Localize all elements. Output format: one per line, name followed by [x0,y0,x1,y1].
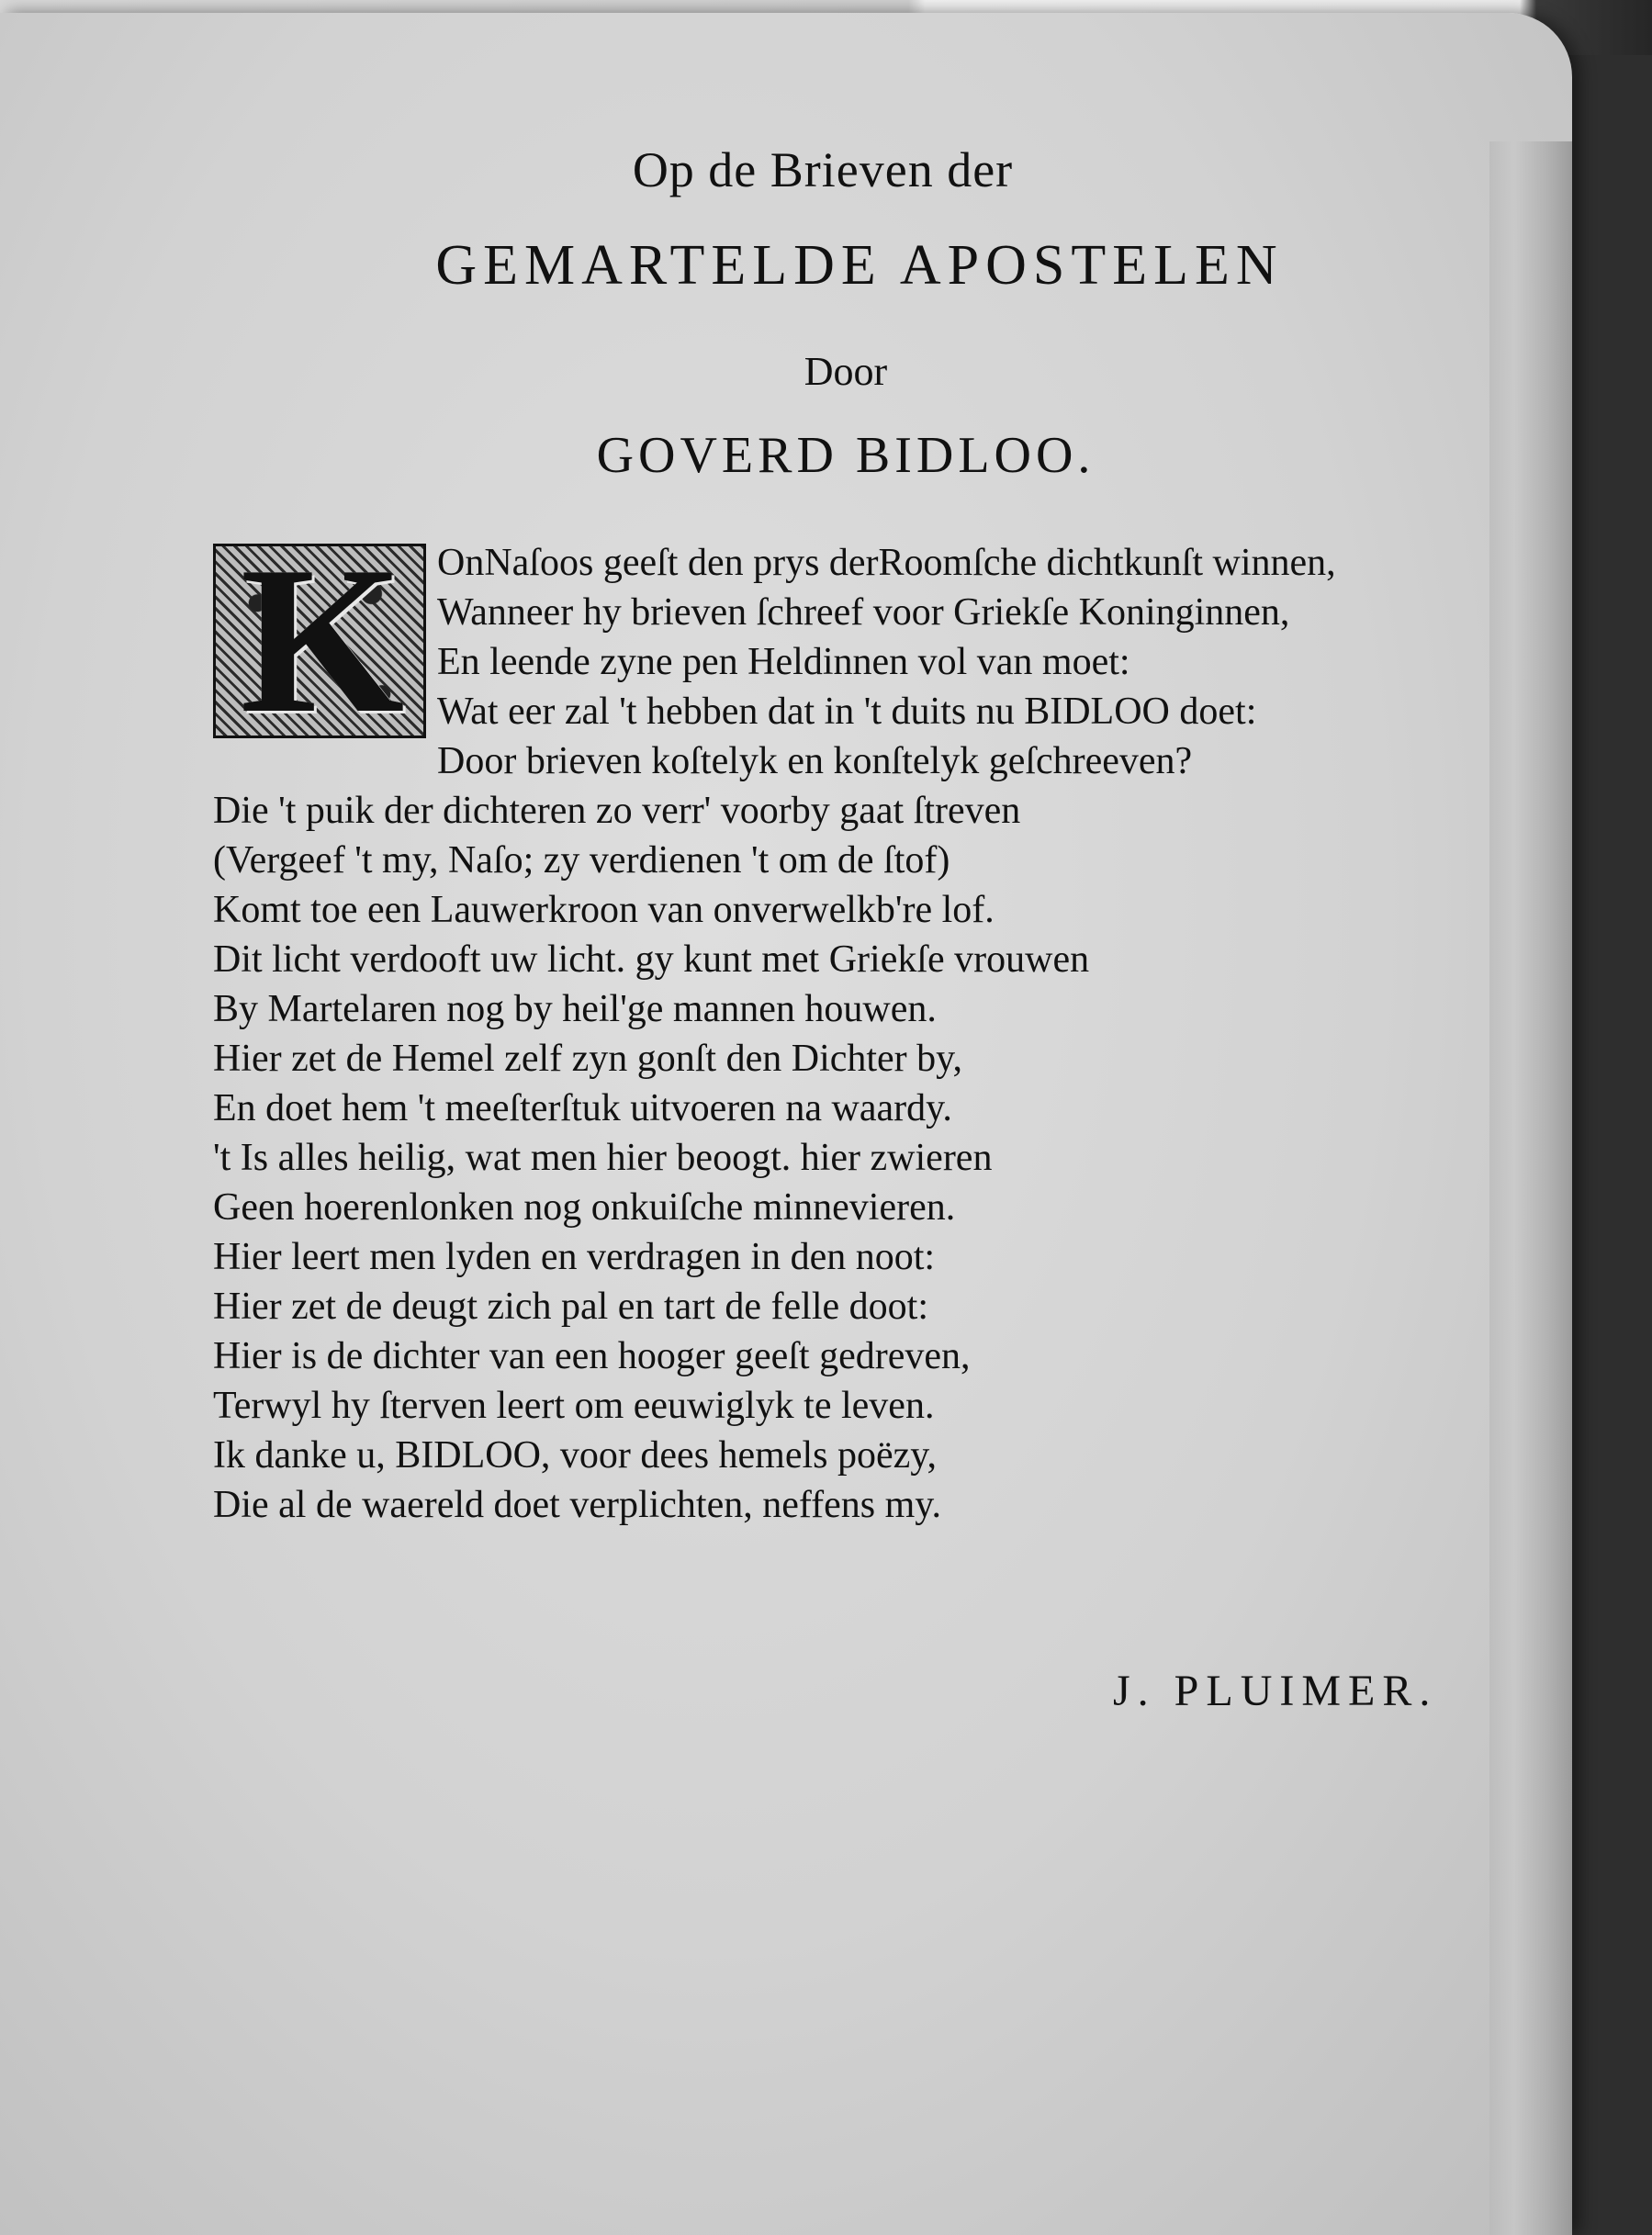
poem-line: Hier zet de deugt zich pal en tart de felle doot: [213,1286,928,1328]
poem-line: En leende zyne pen Heldinnen vol van moet: [437,641,1130,683]
signature: J. PLUIMER. [1113,1667,1438,1715]
poem-line: Door brieven koſtelyk en konſtelyk geſchreeven? [437,740,1193,782]
poem-line: OnNaſoos geeſt den prys derRoomſche dichtkunſt winnen, [437,542,1336,584]
poem-line: Komt toe een Lauwerkroon van onverwelkb're lof. [213,889,995,931]
initial-letter: K [240,522,405,757]
poem-line: Hier zet de Hemel zelf zyn gonſt den Dichter by, [213,1038,962,1080]
poem-line: Dit licht verdooft uw licht. gy kunt met Griekſe vrouwen [213,938,1090,981]
poem-line: 't Is alles heilig, wat men hier beoogt. hier zwieren [213,1137,993,1179]
poem-line: Wanneer hy brieven ſchreef voor Griekſe Koninginnen, [437,591,1290,634]
heading-title: GEMARTELDE APOSTELEN [435,234,1284,297]
heading-byline: Door [804,349,888,394]
poem-line: Die 't puik der dichteren zo verr' voorby gaat ſtreven [213,790,1021,832]
poem-line: Hier is de dichter van een hooger geeſt gedreven, [213,1335,971,1377]
poem-line: En doet hem 't meeſterſtuk uitvoeren na waardy. [213,1087,952,1129]
poem-line: Ik danke u, BIDLOO, voor dees hemels poëzy, [213,1434,938,1477]
heading-line-1: Op de Brieven der [632,142,1014,197]
heading-author: GOVERD BIDLOO. [596,427,1096,484]
book-page [0,13,1572,2235]
poem-line: (Vergeef 't my, Naſo; zy verdienen 't om de ſtof) [213,839,950,882]
poem-body [213,538,1535,1530]
poem-line: Geen hoerenlonken nog onkuiſche minnevieren. [213,1186,956,1229]
poem-line: Terwyl hy ſterven leert om eeuwiglyk te leven. [213,1385,935,1427]
poem-line: Hier leert men lyden en verdragen in den noot: [213,1236,936,1278]
poem-line: Wat eer zal 't hebben dat in 't duits nu BIDLOO doet: [437,691,1257,733]
poem-line: Die al de waereld doet verplichten, neffens my. [213,1484,942,1526]
poem-line: By Martelaren nog by heil'ge mannen houwen. [213,988,937,1030]
